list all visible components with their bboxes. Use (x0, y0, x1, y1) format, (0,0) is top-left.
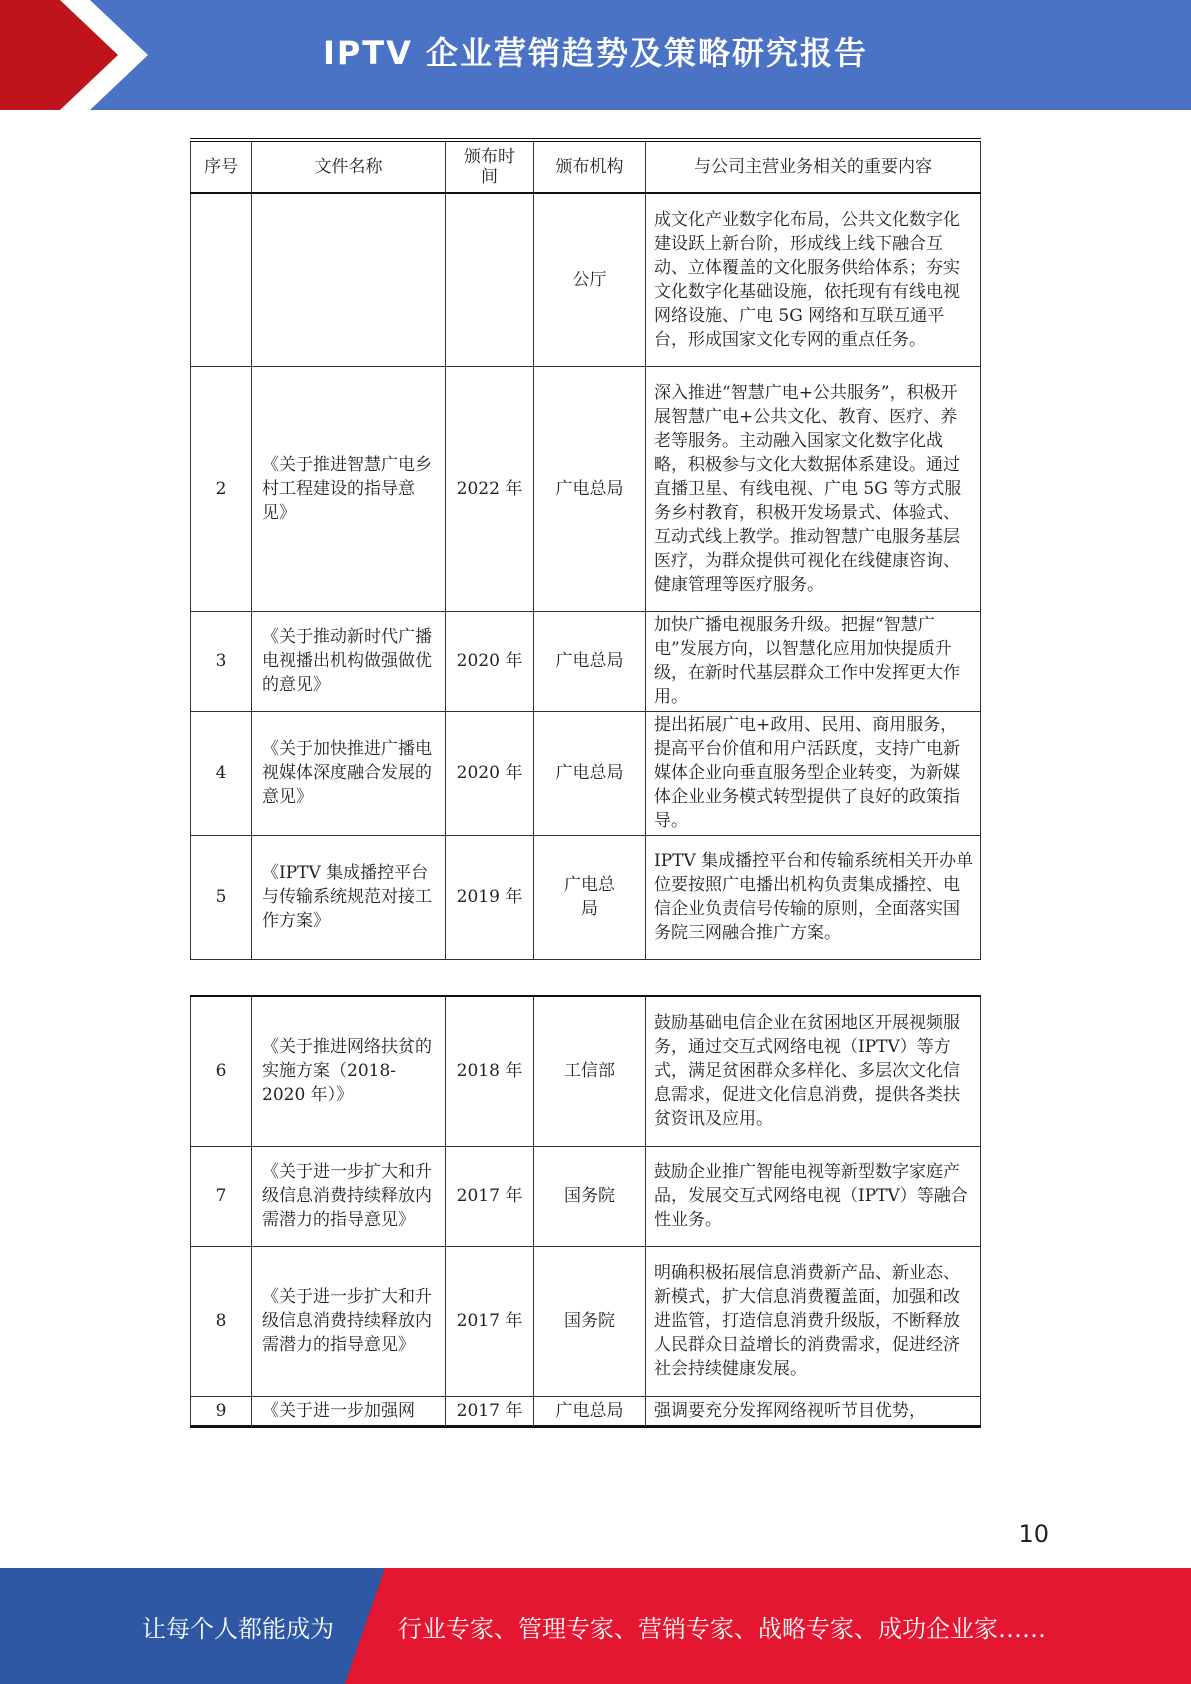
cell-org: 公厅 (534, 193, 646, 366)
cell-content: 加快广播电视服务升级。把握“智慧广电”发展方向，以智慧化应用加快提质升级，在新时代基层群众工作中发挥更大作用。 (646, 611, 981, 711)
table-row (191, 1146, 981, 1246)
cell-time: 2017 年 (446, 1246, 534, 1396)
cell-content: 提出拓展广电+政用、民用、商用服务，提高平台价值和用户活跃度，支持广电新媒体企业向垂直服务型企业转变，为新媒体企业业务模式转型提供了良好的政策指导。 (646, 711, 981, 835)
cell-no: 5 (191, 835, 252, 959)
cell-no: 8 (191, 1246, 252, 1396)
cell-time: 2018 年 (446, 996, 534, 1146)
header-no: 序号 (191, 140, 252, 193)
cell-no: 4 (191, 711, 252, 835)
header-time: 颁布时间 (446, 140, 534, 193)
cell-org: 广电总局 (534, 835, 646, 959)
footer-slogan-left: 让每个人都能成为 (142, 1615, 334, 1643)
cell-name (252, 193, 446, 366)
cell-time: 2019 年 (446, 835, 534, 959)
cell-time: 2020 年 (446, 611, 534, 711)
footer-slogan-right: 行业专家、管理专家、营销专家、战略专家、成功企业家…… (398, 1615, 1046, 1643)
header-band (0, 0, 1191, 110)
table-row (191, 1396, 981, 1426)
table-row (191, 996, 981, 1146)
policy-table-bottom (190, 995, 981, 1428)
cell-name: 《IPTV 集成播控平台与传输系统规范对接工作方案》 (252, 835, 446, 959)
table-row (191, 366, 981, 611)
cell-content: 明确积极拓展信息消费新产品、新业态、新模式，扩大信息消费覆盖面，加强和改进监管，打造信息消费升级版，不断释放人民群众日益增长的消费需求，促进经济社会持续健康发展。 (646, 1246, 981, 1396)
cell-content: 成文化产业数字化布局，公共文化数字化建设跃上新台阶，形成线上线下融合互动、立体覆盖的文化服务供给体系；夯实文化数字化基础设施，依托现有有线电视网络设施、广电 5G 网络和互联互通平台，形成国家文化专网的重点任务。 (646, 193, 981, 366)
cell-org: 广电总局 (534, 611, 646, 711)
cell-time: 2017 年 (446, 1146, 534, 1246)
cell-content: 深入推进“智慧广电+公共服务”，积极开展智慧广电+公共文化、教育、医疗、养老等服务。主动融入国家文化数字化战略，积极参与文化大数据体系建设。通过直播卫星、有线电视、广电 5G 等方式服务乡村教育，积极开发场景式、体验式、互动式线上教学。推动智慧广电服务基层医疗，为群众提供可视化在线健康咨询、健康管理等医疗服务。 (646, 366, 981, 611)
cell-no: 3 (191, 611, 252, 711)
table-header-row (191, 140, 981, 193)
cell-org: 广电总局 (534, 1396, 646, 1426)
cell-org: 广电总局 (534, 711, 646, 835)
cell-org: 国务院 (534, 1246, 646, 1396)
table-row (191, 193, 981, 366)
cell-name: 《关于进一步加强网 (252, 1396, 446, 1426)
cell-no: 9 (191, 1396, 252, 1426)
cell-name: 《关于进一步扩大和升级信息消费持续释放内需潜力的指导意见》 (252, 1146, 446, 1246)
header-content: 与公司主营业务相关的重要内容 (646, 140, 981, 193)
cell-no (191, 193, 252, 366)
document-title: IPTV 企业营销趋势及策略研究报告 (322, 34, 869, 72)
cell-name: 《关于推进智慧广电乡村工程建设的指导意见》 (252, 366, 446, 611)
cell-time: 2022 年 (446, 366, 534, 611)
cell-time (446, 193, 534, 366)
cell-time: 2020 年 (446, 711, 534, 835)
cell-org: 工信部 (534, 996, 646, 1146)
cell-name: 《关于推进网络扶贫的实施方案（2018-2020 年）》 (252, 996, 446, 1146)
table-row (191, 835, 981, 959)
policy-table-top (190, 138, 981, 960)
table-row (191, 611, 981, 711)
cell-no: 2 (191, 366, 252, 611)
cell-name: 《关于推动新时代广播电视播出机构做强做优的意见》 (252, 611, 446, 711)
cell-org: 国务院 (534, 1146, 646, 1246)
cell-org: 广电总局 (534, 366, 646, 611)
table-row (191, 1246, 981, 1396)
cell-content: 强调要充分发挥网络视听节目优势， (646, 1396, 981, 1426)
cell-no: 7 (191, 1146, 252, 1246)
table-row (191, 711, 981, 835)
page-number: 10 (1018, 1520, 1049, 1548)
cell-content: IPTV 集成播控平台和传输系统相关开办单位要按照广电播出机构负责集成播控、电信企业负责信号传输的原则，全面落实国务院三网融合推广方案。 (646, 835, 981, 959)
header-org: 颁布机构 (534, 140, 646, 193)
cell-name: 《关于进一步扩大和升级信息消费持续释放内需潜力的指导意见》 (252, 1246, 446, 1396)
cell-no: 6 (191, 996, 252, 1146)
footer-band (0, 1568, 1191, 1684)
cell-name: 《关于加快推进广播电视媒体深度融合发展的意见》 (252, 711, 446, 835)
cell-time: 2017 年 (446, 1396, 534, 1426)
cell-content: 鼓励企业推广智能电视等新型数字家庭产品，发展交互式网络电视（IPTV）等融合性业务。 (646, 1146, 981, 1246)
header-name: 文件名称 (252, 140, 446, 193)
cell-content: 鼓励基础电信企业在贫困地区开展视频服务，通过交互式网络电视（IPTV）等方式，满足贫困群众多样化、多层次文化信息需求，促进文化信息消费，提供各类扶贫资讯及应用。 (646, 996, 981, 1146)
